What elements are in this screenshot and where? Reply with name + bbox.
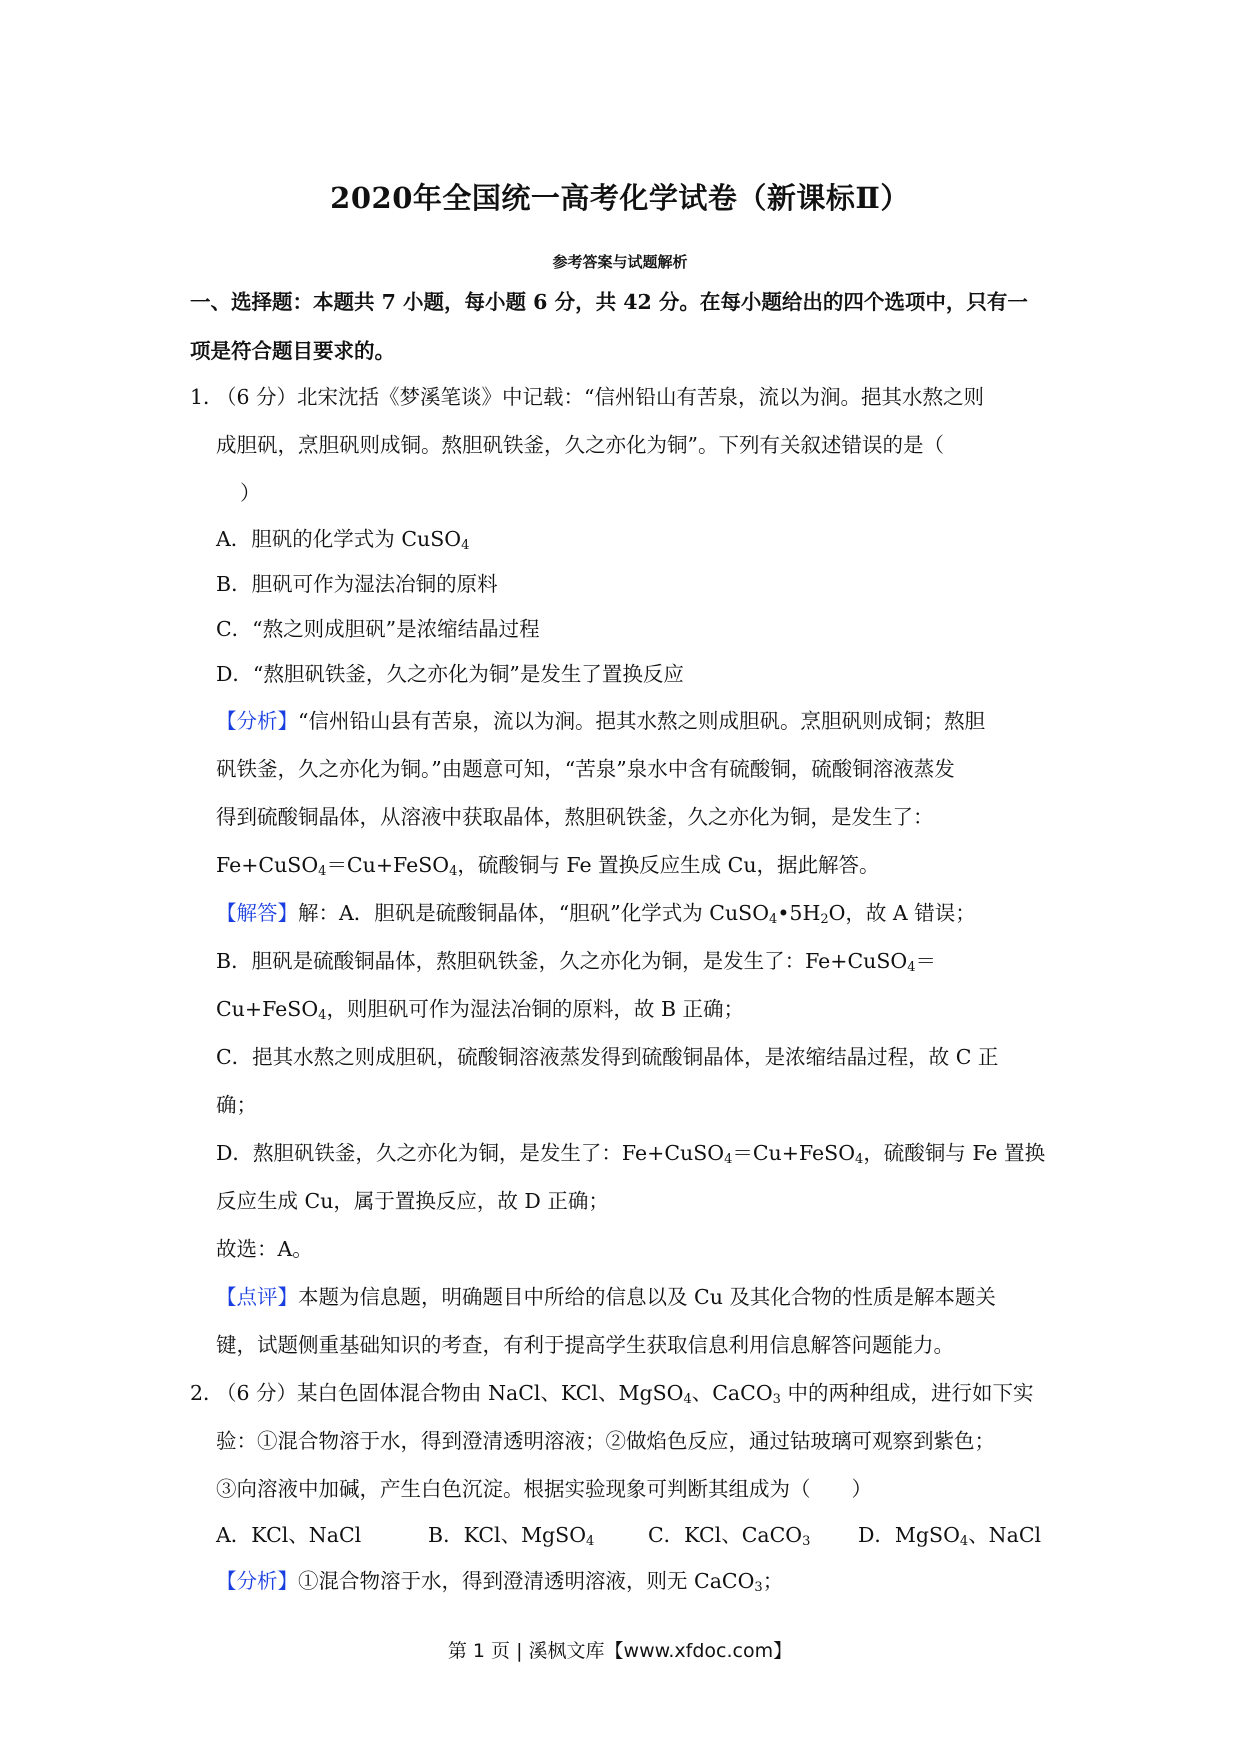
- q1-stem-line1: （6 分）北宋沈括《梦溪笔谈》中记载：“信州铅山有苦泉，流以为涧。挹其水熬之则: [216, 385, 985, 409]
- q1-analysis-line2: 矾铁釜，久之亦化为铜。”由题意可知，“苦泉”泉水中含有硫酸铜，硫酸铜溶液蒸发: [216, 757, 955, 781]
- analysis-tag: 【分析】: [216, 709, 298, 733]
- section-heading-line1: 一、选择题：本题共 7 小题，每小题 6 分，共 42 分。在每小题给出的四个选项中，只有一: [190, 290, 1028, 314]
- q2-stem-line1: （6 分）某白色固体混合物由 NaCl、KCl、MgSO$_4$、CaCO$_3$ 中的两种组成，进行如下实: [216, 1381, 1034, 1407]
- q1-answer-line1: 【解答】解：A．胆矾是硫酸铜晶体，“胆矾”化学式为 $CuSO_4•5H_2O$，故 A 错误；: [216, 901, 976, 927]
- q1-option-c: C．“熬之则成胆矾”是浓缩结晶过程: [216, 617, 540, 641]
- q1-stem-line3: ）: [240, 481, 261, 505]
- q1-analysis-line1: 【分析】“信州铅山县有苦泉，流以为涧。挹其水熬之则成胆矾。烹胆矾则成铜；熬胆: [216, 709, 985, 733]
- q1-answer-line8: 故选：A。: [216, 1237, 313, 1261]
- page-footer: 第 1 页 | 溪枫文库【www.xfdoc.com】: [447, 1640, 793, 1662]
- q1-analysis-line3: 得到硫酸铜晶体，从溶液中获取晶体，熬胆矾铁釜，久之亦化为铜，是发生了：: [216, 805, 934, 829]
- comment-tag: 【点评】: [216, 1285, 298, 1309]
- q1-answer-line5: 确；: [216, 1093, 257, 1117]
- q1-answer-line2: B．胆矾是硫酸铜晶体，熬胆矾铁釜，久之亦化为铜，是发生了：Fe+CuSO$_4$＝: [216, 949, 936, 975]
- q2-option-c: C．KCl、CaCO$_3$: [648, 1523, 811, 1549]
- q1-option-b: B．胆矾可作为湿法冶铜的原料: [216, 572, 498, 596]
- q2-number: 2．: [190, 1381, 224, 1405]
- page-title: 2020年全国统一高考化学试卷（新课标Ⅱ）: [330, 181, 910, 215]
- q2-analysis-line1: 【分析】①混合物溶于水，得到澄清透明溶液，则无 CaCO$_3$；: [216, 1569, 784, 1595]
- answer-tag: 【解答】: [216, 901, 298, 925]
- q1-number: 1．: [190, 385, 224, 409]
- page-subtitle: 参考答案与试题解析: [552, 253, 688, 271]
- q1-stem-line2: 成胆矾，烹胆矾则成铜。熬胆矾铁釜，久之亦化为铜”。下列有关叙述错误的是（: [216, 433, 944, 457]
- q1-answer-line3: Cu+FeSO$_4$，则胆矾可作为湿法冶铜的原料，故 B 正确；: [216, 997, 745, 1023]
- q1-answer-line4: C．挹其水熬之则成胆矾，硫酸铜溶液蒸发得到硫酸铜晶体，是浓缩结晶过程，故 C 正: [216, 1045, 999, 1069]
- q1-answer-line7: 反应生成 Cu，属于置换反应，故 D 正确；: [216, 1189, 609, 1213]
- q1-option-a: A．胆矾的化学式为 CuSO$_4$: [216, 527, 470, 553]
- q1-comment-line2: 键，试题侧重基础知识的考查，有利于提高学生获取信息利用信息解答问题能力。: [216, 1333, 954, 1357]
- q2-stem-line2: 验：①混合物溶于水，得到澄清透明溶液；②做焰色反应，通过钴玻璃可观察到紫色；: [216, 1429, 995, 1453]
- q2-stem-line3: ③向溶液中加碱，产生白色沉淀。根据实验现象可判断其组成为（ ）: [216, 1477, 872, 1501]
- q1-option-d: D．“熬胆矾铁釜，久之亦化为铜”是发生了置换反应: [216, 662, 684, 686]
- section-heading-line2: 项是符合题目要求的。: [190, 339, 395, 363]
- q1-comment-line1: 【点评】本题为信息题，明确题目中所给的信息以及 Cu 及其化合物的性质是解本题关: [216, 1285, 996, 1309]
- q1-analysis-line4: Fe+CuSO$_4$＝Cu+FeSO$_4$，硫酸铜与 Fe 置换反应生成 Cu，据此解答。: [216, 853, 880, 879]
- q2-option-b: B．KCl、MgSO$_4$: [428, 1523, 595, 1549]
- analysis-tag: 【分析】: [216, 1569, 298, 1593]
- q2-option-a: A．KCl、NaCl: [216, 1523, 362, 1547]
- q2-option-d: D．MgSO$_4$、NaCl: [858, 1523, 1042, 1549]
- q1-answer-line6: D．熬胆矾铁釜，久之亦化为铜，是发生了：Fe+CuSO$_4$＝Cu+FeSO$_4$，硫酸铜与 Fe 置换: [216, 1141, 1046, 1167]
